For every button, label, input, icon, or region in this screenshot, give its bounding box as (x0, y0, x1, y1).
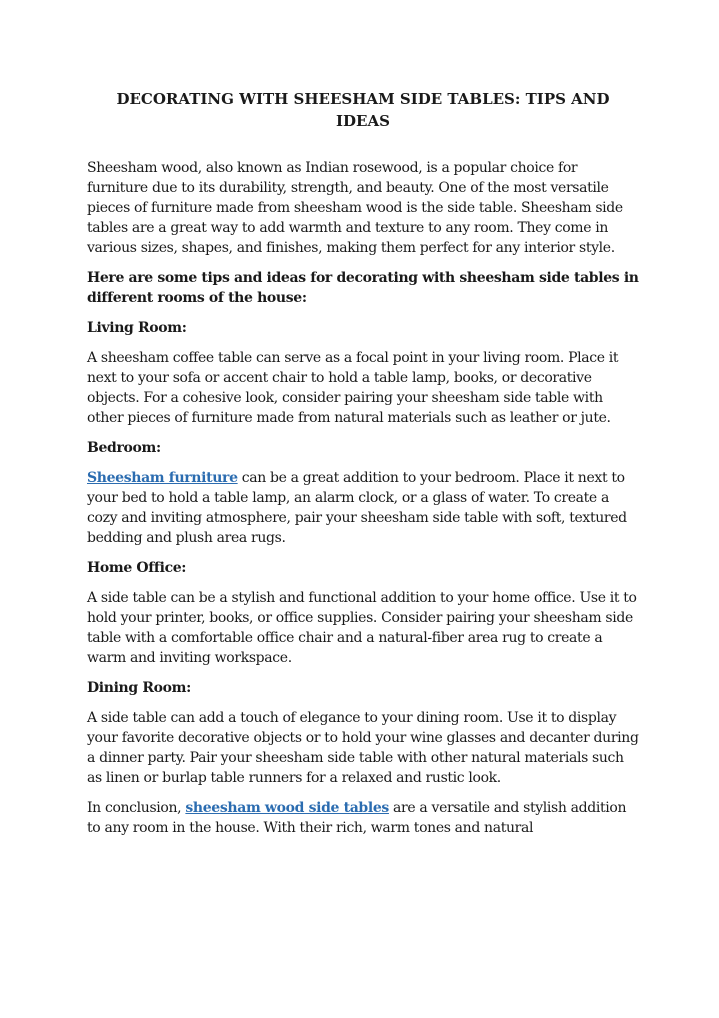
document-title: DECORATING WITH SHEESHAM SIDE TABLES: TIPS AND IDEAS (116, 90, 610, 130)
bedroom-heading: Bedroom: (87, 440, 161, 456)
home-office-paragraph: A side table can be a stylish and functional addition to your home office. Use it to hold your printer, books, or office supplies. Consider pairing your sheesham side table with a comfortable office chair and a natural-fiber area rug to create a warm and inviting workspace. (87, 590, 637, 666)
living-room-heading: Living Room: (87, 320, 187, 336)
conclusion-paragraph (87, 798, 639, 838)
intro-paragraph: Sheesham wood, also known as Indian rosewood, is a popular choice for furniture due to its durability, strength, and beauty. One of the most versatile pieces of furniture made from sheesham wood is the side table. Sheesham side tables are a great way to add warmth and texture to any room. They come in various sizes, shapes, and finishes, making them perfect for any interior style. (87, 160, 623, 256)
tips-heading: Here are some tips and ideas for decorating with sheesham side tables in different rooms of the house: (87, 270, 639, 306)
bedroom-paragraph-text: can be a great addition to your bedroom. Place it next to your bed to hold a table lamp, an alarm clock, or a glass of water. To create a cozy and inviting atmosphere, pair your sheesham side table with soft, textured bedding and plush area rugs. (87, 470, 627, 546)
living-room-paragraph: A sheesham coffee table can serve as a focal point in your living room. Place it next to your sofa or accent chair to hold a table lamp, books, or decorative objects. For a cohesive look, consider pairing your sheesham side table with other pieces of furniture made from natural materials such as leather or jute. (87, 350, 619, 426)
dining-room-heading: Dining Room: (87, 680, 191, 696)
dining-room-paragraph: A side table can add a touch of elegance to your dining room. Use it to display your favorite decorative objects or to hold your wine glasses and decanter during a dinner party. Pair your sheesham side table with other natural materials such as linen or burlap table runners for a relaxed and rustic look. (87, 710, 639, 786)
sheesham-furniture-link[interactable]: Sheesham furniture (87, 470, 238, 486)
document-page (87, 88, 639, 848)
conclusion-text: are a versatile and stylish addition to any room in the house. With their rich, warm tones and natural (87, 800, 627, 836)
home-office-heading: Home Office: (87, 560, 187, 576)
bedroom-paragraph (87, 468, 639, 548)
sheesham-wood-side-tables-link[interactable]: sheesham wood side tables (185, 800, 389, 816)
conclusion-prefix: In conclusion, (87, 800, 186, 816)
